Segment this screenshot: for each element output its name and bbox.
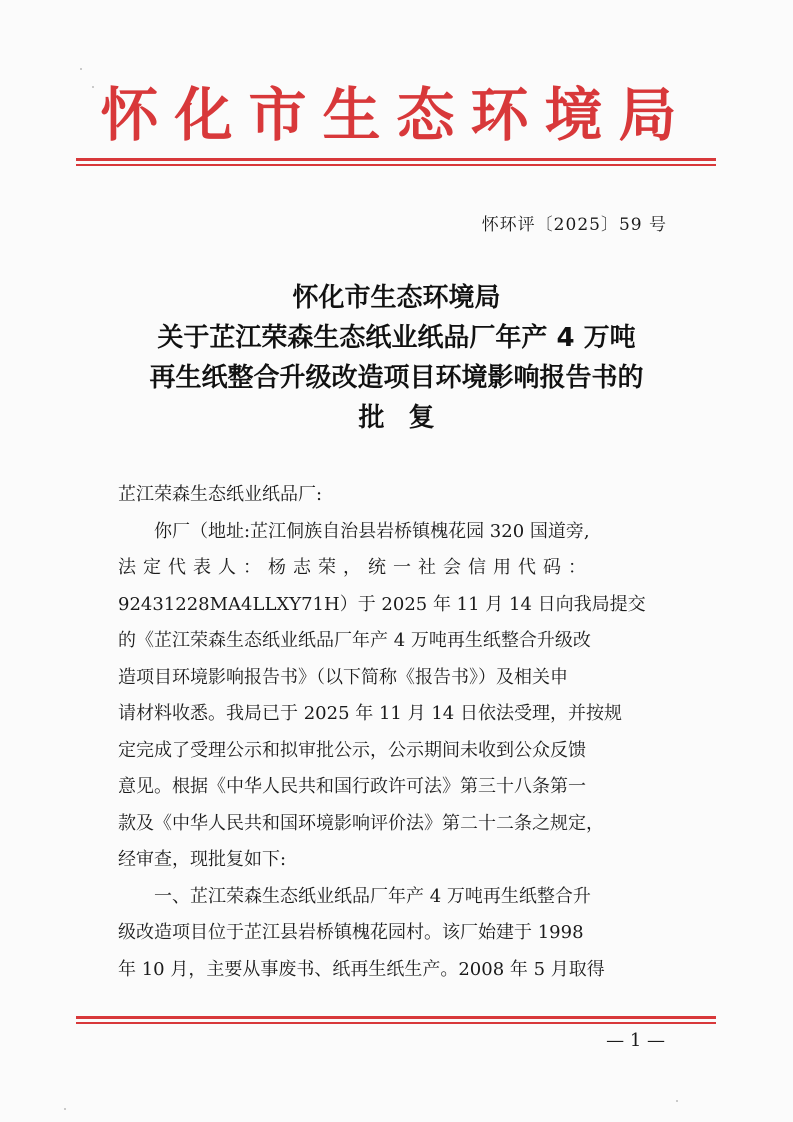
body-line: 年 10 月，主要从事废书、纸再生纸生产。2008 年 5 月取得 bbox=[118, 958, 605, 980]
addressee: 芷江荣森生态纸业纸品厂: bbox=[118, 484, 323, 505]
scan-speck bbox=[64, 1108, 66, 1110]
header-red-rule-thin bbox=[76, 164, 716, 166]
footer-red-rule bbox=[76, 1016, 716, 1019]
document-number: 怀环评〔2025〕59 号 bbox=[481, 215, 667, 235]
body-line: 定完成了受理公示和拟审批公示，公示期间未收到公众反馈 bbox=[118, 739, 586, 761]
footer-red-rule-thin bbox=[76, 1022, 716, 1024]
scan-speck bbox=[676, 1100, 678, 1102]
document-body bbox=[118, 477, 678, 988]
body-line: 级改造项目位于芷江县岩桥镇槐花园村。该厂始建于 1998 bbox=[118, 922, 584, 943]
body-line: 你厂（地址:芷江侗族自治县岩桥镇槐花园 320 国道旁, bbox=[154, 520, 590, 542]
scan-speck bbox=[80, 68, 82, 70]
body-line: 经审查，现批复如下: bbox=[118, 849, 287, 870]
header-red-rule bbox=[76, 158, 716, 161]
scan-speck bbox=[92, 86, 94, 88]
body-line: 造项目环境影响报告书》（以下简称《报告书》）及相关申 bbox=[118, 666, 568, 688]
body-line: 款及《中华人民共和国环境影响评价法》第二十二条之规定， bbox=[118, 812, 604, 834]
heading-line-1: 怀化市生态环境局 bbox=[292, 283, 501, 313]
agency-header-title: 怀化市生态环境局 bbox=[100, 81, 693, 149]
body-line: 请材料收悉。我局已于 2025 年 11 月 14 日依法受理，并按规 bbox=[118, 703, 622, 724]
body-line: 的《芷江荣森生态纸业纸品厂年产 4 万吨再生纸整合升级改 bbox=[118, 630, 591, 651]
body-line: 意见。根据《中华人民共和国行政许可法》第三十八条第一 bbox=[118, 776, 586, 797]
heading-line-2: 关于芷江荣森生态纸业纸品厂年产 4 万吨 bbox=[157, 323, 636, 353]
heading-line-4: 批复 bbox=[358, 403, 459, 433]
page-number: — 1 — bbox=[606, 1030, 665, 1051]
body-line: 法定代表人：杨志荣，统一社会信用代码： bbox=[118, 557, 593, 578]
document-heading bbox=[0, 278, 793, 438]
heading-line-3: 再生纸整合升级改造项目环境影响报告书的 bbox=[149, 363, 644, 393]
body-line: 92431228MA4LLXY71H）于 2025 年 11 月 14 日向我局提交 bbox=[118, 593, 646, 615]
body-line: 一、芷江荣森生态纸业纸品厂年产 4 万吨再生纸整合升 bbox=[154, 885, 591, 907]
